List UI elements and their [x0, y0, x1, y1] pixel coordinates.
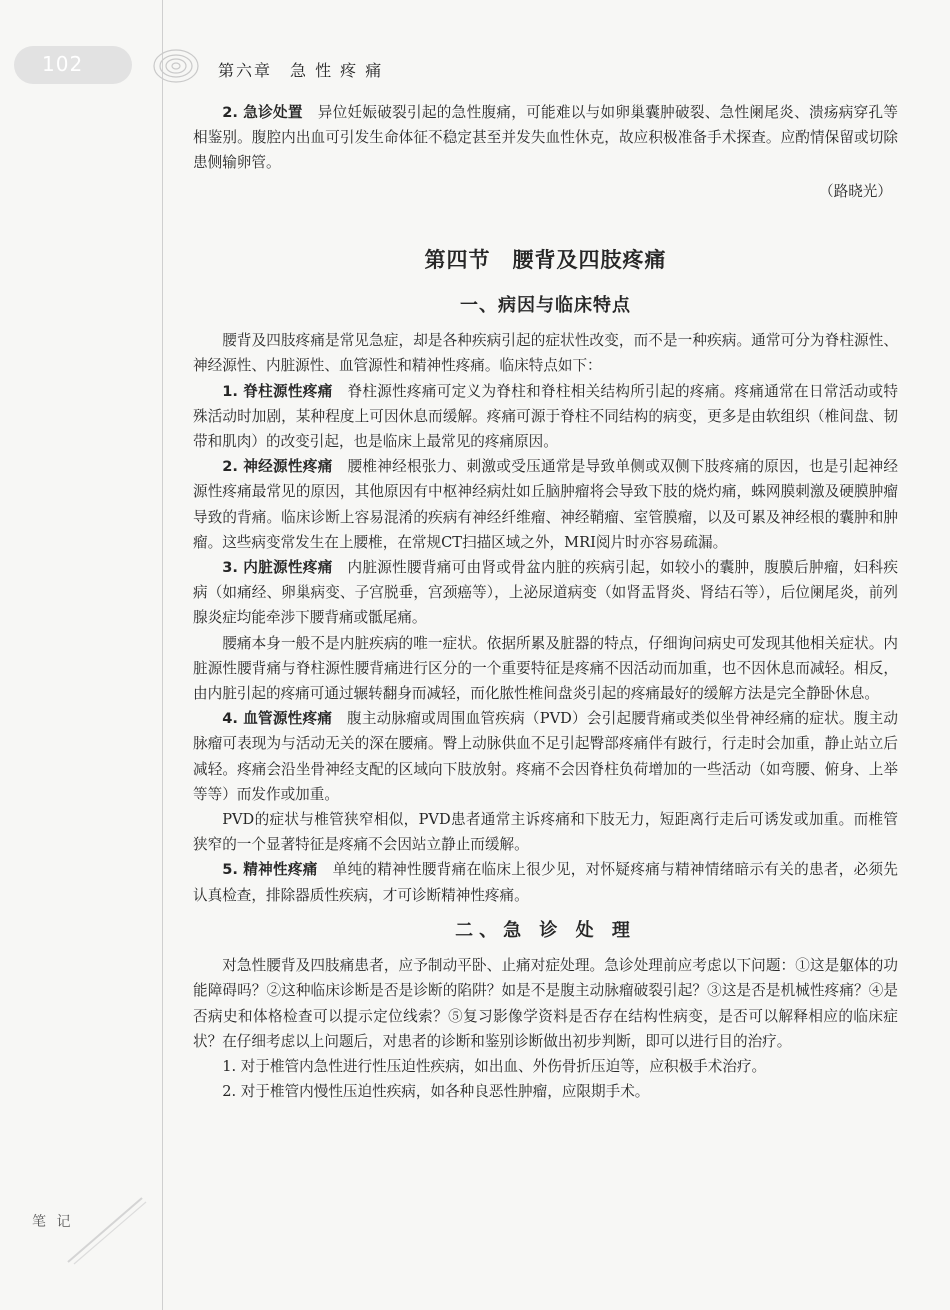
paragraph [193, 631, 898, 707]
item-label: 2. 神经源性疼痛 [222, 458, 333, 476]
pencil-icon [60, 1190, 150, 1270]
swirl-ornament-icon [150, 42, 202, 90]
running-head-chapter-title: 第六章 急 性 疼 痛 [218, 61, 384, 80]
paragraph-text: 1. 对于椎管内急性进行性压迫性疾病，如出血、外伤骨折压迫等，应积极手术治疗。 [222, 1057, 767, 1075]
paragraph [193, 379, 898, 455]
item-label: 4. 血管源性疼痛 [222, 710, 333, 728]
paragraph-text: 腰椎神经根张力、刺激或受压通常是导致单侧或双侧下肢疼痛的原因，也是引起神经源性疼痛最常见的原因，其他原因有中枢神经病灶如丘脑肿瘤将会导致下肢的烧灼痛，蛛网膜刺激及硬膜肿瘤导致的背痛。临床诊断上容易混淆的疾病有神经纤维瘤、神经鞘瘤、室管膜瘤，以及可累及神经根的囊肿和肿瘤。这些病变常发生在上腰椎，在常规CT扫描区域之外，MRI阅片时亦容易疏漏。 [193, 458, 898, 551]
margin-divider-line [162, 0, 163, 1310]
part1-body [193, 328, 898, 908]
paragraph-text: 对急性腰背及四肢痛患者，应予制动平卧、止痛对症处理。急诊处理前应考虑以下问题：①这是躯体的功能障碍吗？②这种临床诊断是否是诊断的陷阱？如是不是腹主动脉瘤破裂引起？③这是否是机械性疼痛？④是否病史和体格检查可以提示定位线索？⑤复习影像学资料是否存在结构性病变，是否可以解释相应的临床症状？在仔细考虑以上问题后，对患者的诊断和鉴别诊断做出初步判断，即可以进行目的治疗。 [193, 957, 898, 1050]
notes-margin-label: 笔 记 [32, 1214, 74, 1230]
paragraph [193, 1079, 898, 1104]
paragraph-text: 腹主动脉瘤或周围血管疾病（PVD）会引起腰背痛或类似坐骨神经痛的症状。腹主动脉瘤可表现为与活动无关的深在腰痛。臀上动脉供血不足引起臀部疼痛伴有跛行，行走时会加重，静止站立后减轻。疼痛会沿坐骨神经支配的区域向下肢放射。疼痛不会因脊柱负荷增加的一些活动（如弯腰、俯身、上举等等）而发作或加重。 [193, 710, 898, 803]
part2-body [193, 953, 898, 1104]
paragraph-text: 2. 对于椎管内慢性压迫性疾病，如各种良恶性肿瘤，应限期手术。 [222, 1083, 650, 1101]
item-text: 异位妊娠破裂引起的急性腹痛，可能难以与如卵巢囊肿破裂、急性阑尾炎、溃疡病穿孔等相鉴别。腹腔内出血可引发生命体征不稳定甚至并发失血性休克，故应积极准备手术探查。应酌情保留或切除患侧输卵管。 [193, 104, 898, 172]
item-label: 5. 精神性疼痛 [222, 861, 318, 879]
author-credit: （路晓光） [819, 182, 892, 200]
part2-title: 二、急 诊 处 理 [455, 919, 636, 941]
paragraph [193, 807, 898, 857]
page-number: 102 [42, 52, 84, 76]
paragraph-text: 脊柱源性疼痛可定义为脊柱和脊柱相关结构所引起的疼痛。疼痛通常在日常活动或特殊活动时加剧，某种程度上可因休息而缓解。疼痛可源于脊柱不同结构的病变，更多是由软组织（椎间盘、韧带和肌肉）的改变引起，也是临床上最常见的疼痛原因。 [193, 382, 898, 451]
paragraph-text: 内脏源性腰背痛可由肾或骨盆内脏的疾病引起，如较小的囊肿，腹膜后肿瘤，妇科疾病（如痛经、卵巢病变、子宫脱垂，宫颈癌等），上泌尿道病变（如肾盂肾炎、肾结石等），后位阑尾炎，前列腺炎症均能牵涉下腰背痛或骶尾痛。 [193, 559, 898, 627]
paragraph-text: 腰痛本身一般不是内脏疾病的唯一症状。依据所累及脏器的特点，仔细询问病史可发现其他相关症状。内脏源性腰背痛与脊柱源性腰背痛进行区分的一个重要特征是疼痛不因活动而加重，也不因休息而减轻。相反，由内脏引起的疼痛可通过辗转翻身而减轻，而化脓性椎间盘炎引起的疼痛最好的缓解方法是完全静卧休息。 [193, 634, 898, 703]
paragraph-text: PVD的症状与椎管狭窄相似，PVD患者通常主诉疼痛和下肢无力，短距离行走后可诱发或加重。而椎管狭窄的一个显著特征是疼痛不会因站立静止而缓解。 [193, 811, 898, 854]
paragraph [193, 857, 898, 907]
intro-item-2 [193, 100, 898, 176]
part1-title: 一、病因与临床特点 [460, 295, 631, 317]
paragraph [193, 706, 898, 807]
paragraph-text: 单纯的精神性腰背痛在临床上很少见，对怀疑疼痛与精神情绪暗示有关的患者，必须先认真检查，排除器质性疾病，才可诊断精神性疼痛。 [193, 861, 898, 904]
paragraph [193, 953, 898, 1054]
paragraph [193, 328, 898, 378]
item-label: 1. 脊柱源性疼痛 [222, 382, 333, 400]
section-title: 第四节 腰背及四肢疼痛 [424, 247, 667, 272]
paragraph [193, 454, 898, 555]
item-label: 3. 内脏源性疼痛 [222, 559, 333, 577]
item-label: 2. 急诊处置 [222, 104, 303, 121]
paragraph [193, 555, 898, 631]
page-content [193, 100, 898, 1104]
paragraph [193, 1054, 898, 1079]
paragraph-text: 腰背及四肢疼痛是常见急症，却是各种疾病引起的症状性改变，而不是一种疾病。通常可分为脊柱源性、神经源性、内脏源性、血管源性和精神性疼痛。临床特点如下： [193, 332, 898, 375]
